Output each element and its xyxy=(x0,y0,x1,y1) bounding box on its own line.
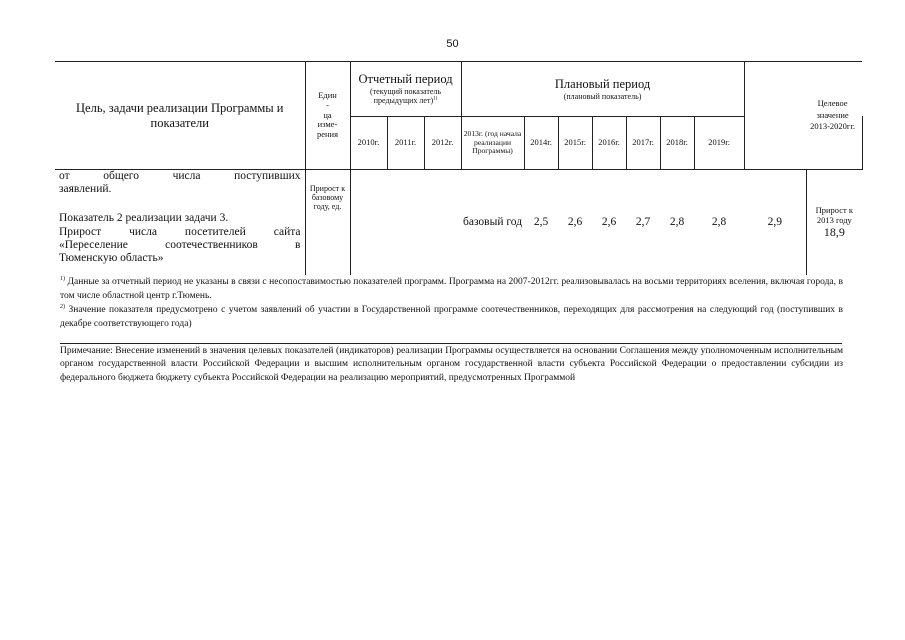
value-2015: 2,6 xyxy=(558,170,592,275)
note: Примечание: Внесение изменений в значения целевых показателей (индикаторов) реализации Программы осуществляется на основании Соглашения между уполномоченным исполнительным органом государственной власти Российской Федерации и высшим исполнительным органом государственной власти субъекта Российской Федерации о предоставлении субсидии из федерального бюджета бюджету субъекта Российской Федерации на реализацию мероприятий, предусмотренных Программой xyxy=(60,346,843,383)
header-year-2011: 2011г. xyxy=(387,117,424,170)
value-2018: 2,8 xyxy=(660,170,694,275)
value-2010 xyxy=(350,170,387,275)
header-year-2017: 2017г. xyxy=(626,117,660,170)
note-divider xyxy=(60,343,842,344)
page-number: 50 xyxy=(446,38,459,50)
value-2020: 2,9 xyxy=(744,170,806,275)
value-2014: 2,5 xyxy=(524,170,558,275)
header-year-2018: 2018г. xyxy=(660,117,694,170)
indicator-unit: Прирост к базовому году, ед. xyxy=(305,170,350,275)
value-2012 xyxy=(424,170,461,275)
header-plan-period: Плановый период (плановый показатель) xyxy=(461,62,744,117)
header-target: Целевое значение 2013-2020гг. xyxy=(744,62,862,170)
header-year-2014: 2014г. xyxy=(524,117,558,170)
header-year-2015: 2015г. xyxy=(558,117,592,170)
header-unit: Един - ца изме- рения xyxy=(305,62,350,170)
header-year-2016: 2016г. xyxy=(592,117,626,170)
target-value: 18,9 xyxy=(823,224,845,239)
footnotes xyxy=(60,275,843,331)
header-year-2019: 2019г. xyxy=(694,117,744,170)
indicators-table xyxy=(55,61,862,275)
header-goal: Цель, задачи реализации Программы и показатели xyxy=(55,62,305,170)
value-2017: 2,7 xyxy=(626,170,660,275)
header-year-2013: 2013г. (год начала реализации Программы) xyxy=(461,117,524,170)
target-label: Прирост к 2013 году xyxy=(815,205,854,226)
header-report-period: Отчетный период (текущий показатель предыдущих лет)$^{1)}$ xyxy=(350,62,461,117)
target-value-cell xyxy=(806,170,862,275)
header-year-2010: 2010г. xyxy=(350,117,387,170)
footnote-1: $^{1)}$ Данные за отчетный период не указаны в связи с несопоставимостью показателей программ. Программа на 2007-2012гг. реализовывалась на восьми территориях вселения, включая города, в том числе областной центр г.Тюмень. xyxy=(60,276,843,301)
value-2019: 2,8 xyxy=(694,170,744,275)
value-2013: базовый год xyxy=(461,170,524,275)
header-year-2012: 2012г. xyxy=(424,117,461,170)
footnote-2: $^{2)}$ Значение показателя предусмотрено с учетом заявлений об участии в Государственной программе соотечественников, переходящих для рассмотрения на следующий год (поступивших в декабре соответствующего года) xyxy=(60,304,843,329)
value-2016: 2,6 xyxy=(592,170,626,275)
value-2011 xyxy=(387,170,424,275)
indicator-description: от общего числа поступивших заявлений. Показатель 2 реализации задачи 3. Прирост числа посетителей сайта «Переселение соотечественников в Тюменскую область» xyxy=(55,170,305,275)
